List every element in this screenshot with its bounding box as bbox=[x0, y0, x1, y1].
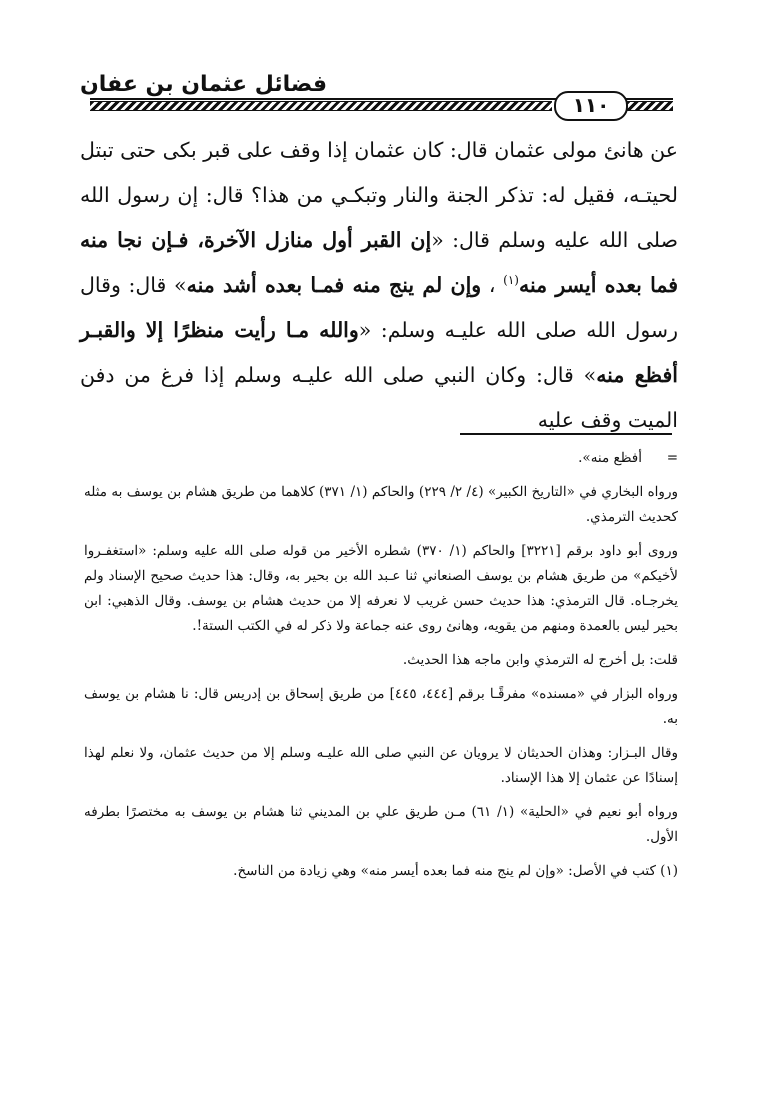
footnote-paragraph: ورواه أبو نعيم في «الحلية» (١/ ٦١) مـن طريق علي بن المديني ثنا هشام بن يوسف به مختصرًا بطرفه الأول. bbox=[84, 804, 679, 845]
footnotes bbox=[84, 446, 678, 893]
footnote-separator bbox=[460, 433, 672, 435]
header-ornament-band-left bbox=[90, 101, 552, 111]
main-text-part-4: » قال: وكان النبي صلى الله عليـه وسلم إذا فرغ من دفن الميت وقف عليه bbox=[80, 363, 678, 432]
main-text-part-3: » قال: وقال رسول الله صلى الله عليـه وسلم: « bbox=[80, 273, 678, 342]
footnote-1-mark: (١) bbox=[660, 863, 678, 879]
footnote-paragraph: ورواه البزار في «مسنده» مفرقًـا برقم [٤٤٤، ٤٤٥] من طريق إسحاق بن إدريس قال: نا هشام بن يوسف به. bbox=[84, 686, 678, 727]
footnote-paragraph: ورواه البخاري في «التاريخ الكبير» (٤/ ٢/ ٢٢٩) والحاكم (١/ ٣٧١) كلاهما من طريق هشام بن يوسف به مثله كحديث الترمذي. bbox=[84, 484, 678, 525]
footnote-1-text: كتب في الأصل: «وإن لم ينج منه فما بعده أيسر منه» وهي زيادة من الناسخ. bbox=[233, 863, 656, 879]
continuation-mark: = bbox=[666, 450, 678, 466]
header-ornament-band-right bbox=[626, 101, 673, 111]
running-header-title: فضائل عثمان بن عفان bbox=[80, 72, 327, 97]
footnote-paragraph: وقال البـزار: وهذان الحديثان لا يرويان عن النبي صلى الله عليـه وسلم إلا من حديث عثمان، ولا نعلم لهذا إسنادًا عن عثمان إلا هذا الإسناد. bbox=[84, 745, 678, 786]
footnote-paragraph: وروى أبو داود برقم [٣٢٢١] والحاكم (١/ ٣٧٠) شطره الأخير من قوله صلى الله عليه وسلم: «استغفـروا لأخيكم» من طريق هشام بن يوسف الصنعاني ثنا عـبد الله بن بحير به، وقال: هذا حديث صحيح الإسناد ولم يخرجـاه. قال الترمذي: هذا حديث حسن غريب لا نعرفه إلا من حديث هشام بن يوسف. وقال الذهبي: ابن بحير ليس بالعمدة ومنهم من يقويه، وهانئ روى عنه جماعة ولا ذكر له في الكتب الستة!. bbox=[84, 543, 678, 634]
page-number: ١١٠ bbox=[554, 91, 628, 121]
main-text bbox=[80, 128, 678, 443]
main-text-part-2: ، bbox=[481, 273, 504, 297]
main-text-part-1: عن هانئ مولى عثمان قال: كان عثمان إذا وقف على قبر بكى حتى تبتل لحيتـه، فقيل له: تذكر الجنة والنار وتبكـي من هذا؟ قال: إن رسول الله صلى الله عليه وسلم قال: « bbox=[80, 138, 678, 252]
hadith-quote-3: والله مـا رأيت منظرًا إلا والقبـر أفظع منه bbox=[80, 318, 678, 387]
footnote-continuation bbox=[84, 446, 678, 471]
main-paragraph bbox=[80, 128, 678, 443]
footnote-1 bbox=[84, 859, 678, 884]
hadith-quote-1: إن القبر أول منازل الآخرة، فـإن نجا منه فما بعده أيسر منه bbox=[80, 228, 678, 297]
hadith-quote-2: وإن لم ينج منه فمـا بعده أشد منه bbox=[186, 273, 482, 297]
continuation-text: أفظع منه». bbox=[578, 450, 642, 466]
footnote-paragraph: قلت: بل أخرج له الترمذي وابن ماجه هذا الحديث. bbox=[402, 652, 678, 668]
footnote-reference: (١) bbox=[503, 273, 519, 288]
